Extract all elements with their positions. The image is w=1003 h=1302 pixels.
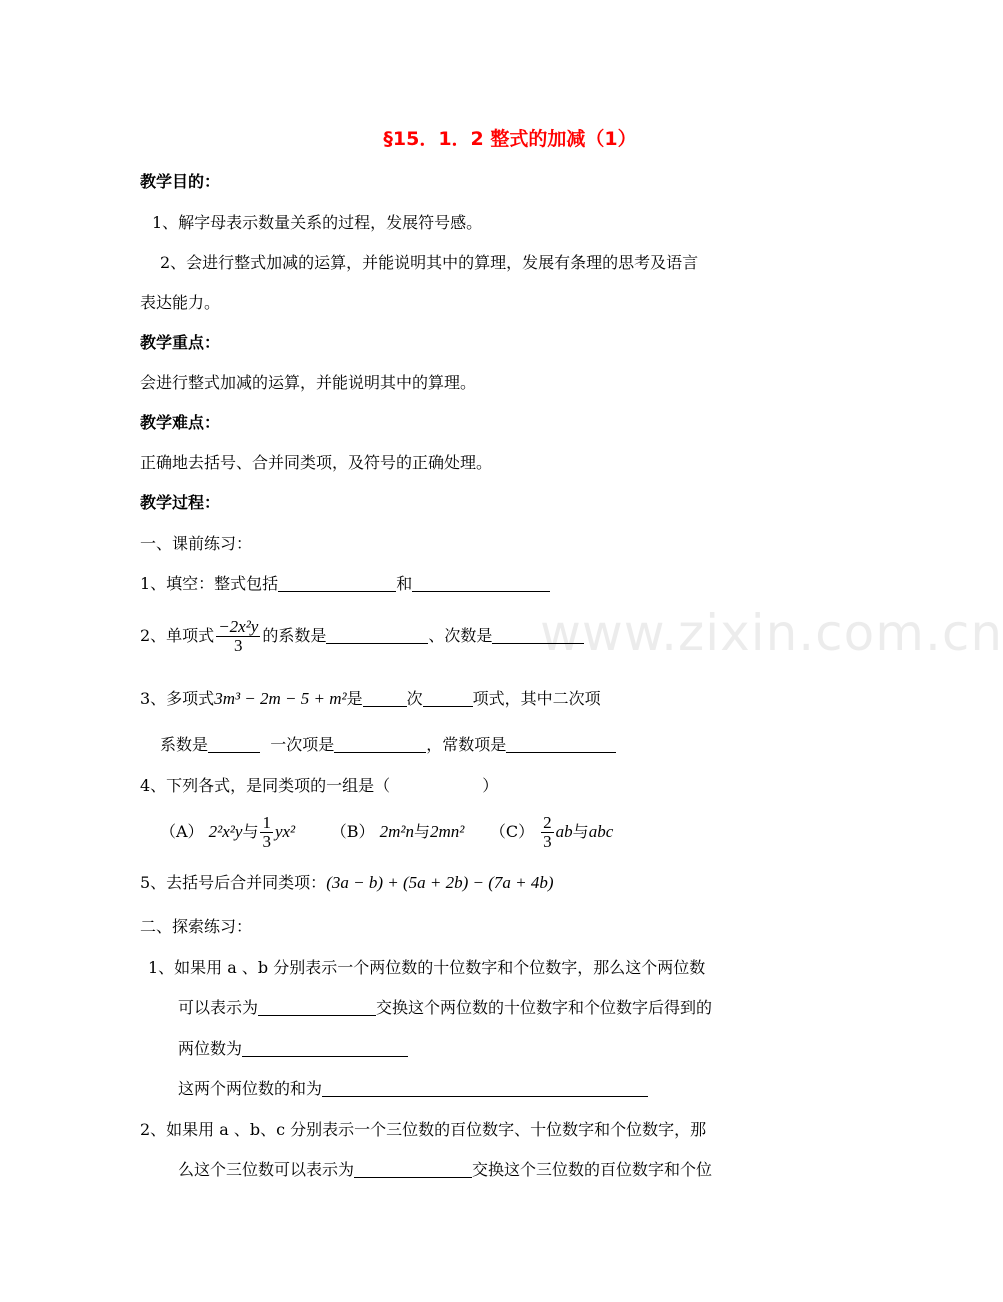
question-3-is: 是 — [346, 689, 363, 708]
exploration-1-line-4 — [178, 1079, 648, 1099]
option-b-with: 与 — [414, 822, 431, 841]
exploration-1-line-3 — [178, 1039, 408, 1059]
answer-blank[interactable] — [258, 999, 376, 1016]
answer-blank[interactable] — [492, 627, 584, 644]
key-points-text: 会进行整式加减的运算，并能说明其中的算理。 — [140, 373, 477, 392]
fraction-denominator: 3 — [234, 636, 243, 655]
fraction-numerator: −2x²y — [218, 617, 259, 636]
answer-blank[interactable] — [423, 690, 473, 707]
option-c-fraction — [541, 814, 554, 851]
question-1-label: 1、填空：整式包括 — [140, 574, 279, 593]
question-3-ci: 次 — [406, 689, 423, 708]
question-1-and: 和 — [396, 574, 413, 593]
question-5 — [140, 873, 554, 893]
answer-blank[interactable] — [506, 736, 616, 753]
exploration-1-number-label: 两位数为 — [178, 1039, 243, 1058]
question-2-degree-label: 、次数是 — [428, 626, 493, 645]
difficulties-text: 正确地去括号、合并同类项，及符号的正确处理。 — [140, 453, 493, 472]
option-b-expr-2: 2mn² — [430, 822, 465, 841]
monomial-fraction — [216, 618, 260, 655]
difficulties-heading: 教学难点： — [140, 413, 221, 432]
question-3-coefficient-label: 系数是 — [160, 735, 209, 754]
fraction-denominator: 3 — [262, 832, 271, 851]
exploration-2-represent-label: 么这个三位数可以表示为 — [178, 1160, 355, 1179]
objective-item-2-line-1: 2、会进行整式加减的运算，并能说明其中的算理，发展有条理的思考及语言 — [160, 253, 699, 272]
option-a-fraction — [260, 814, 273, 851]
exploration-2-swap-text: 交换这个三位数的百位数字和个位 — [472, 1160, 713, 1179]
exploration-1-line-1: 1、如果用 a 、b 分别表示一个两位数的十位数字和个位数字，那么这个两位数 — [148, 958, 706, 977]
page-title: §15．1．2 整式的加减（1） — [383, 128, 637, 150]
option-c-expr-1: ab — [555, 822, 573, 841]
fraction-denominator: 3 — [543, 832, 552, 851]
exploration-2-line-1: 2、如果用 a 、b、c 分别表示一个三位数的百位数字、十位数字和个位数字，那 — [140, 1120, 707, 1139]
option-a-label: （A） — [160, 822, 204, 841]
option-a-expr-2: yx² — [274, 822, 296, 841]
option-a-expr-1: 2²x²y — [208, 822, 243, 841]
question-3-linear-term-label: 一次项是 — [270, 735, 335, 754]
answer-blank[interactable] — [412, 575, 550, 592]
option-c-expr-2: abc — [588, 822, 614, 841]
question-3-term: 项式，其中二次项 — [472, 689, 601, 708]
question-4-close: ） — [482, 776, 499, 795]
answer-blank[interactable] — [322, 1080, 648, 1097]
option-c-with: 与 — [572, 822, 589, 841]
section-2-heading: 二、探索练习： — [140, 917, 253, 936]
answer-blank[interactable] — [334, 736, 426, 753]
fraction-numerator: 1 — [262, 813, 271, 832]
question-2 — [140, 616, 584, 656]
answer-blank[interactable] — [242, 1040, 408, 1057]
question-5-label: 5、去括号后合并同类项： — [140, 873, 327, 892]
answer-blank[interactable] — [208, 736, 260, 753]
question-3-line-1 — [140, 689, 601, 709]
exploration-1-sum-label: 这两个两位数的和为 — [178, 1079, 323, 1098]
objectives-heading: 教学目的： — [140, 172, 221, 191]
question-1 — [140, 574, 550, 594]
exploration-2-line-2 — [178, 1160, 712, 1180]
question-3-constant-label: ，常数项是 — [426, 735, 507, 754]
answer-blank[interactable] — [363, 690, 407, 707]
watermark: www.zixin.com.cn — [540, 604, 1003, 662]
question-3-label: 3、多项式 — [140, 689, 215, 708]
question-4 — [140, 776, 498, 796]
answer-blank[interactable] — [326, 627, 428, 644]
polynomial-expression: 3m³ − 2m − 5 + m² — [214, 689, 347, 708]
option-b-label: （B） — [330, 822, 375, 841]
question-4-label: 4、下列各式，是同类项的一组是（ — [140, 776, 391, 795]
key-points-heading: 教学重点： — [140, 333, 221, 352]
answer-blank[interactable] — [278, 575, 396, 592]
option-b-expr-1: 2m²n — [379, 822, 414, 841]
process-heading: 教学过程： — [140, 493, 221, 512]
question-4-options — [160, 812, 613, 852]
question-2-coefficient-label: 的系数是 — [262, 626, 327, 645]
section-1-heading: 一、课前练习： — [140, 534, 253, 553]
objective-item-1: 1、解字母表示数量关系的过程，发展符号感。 — [152, 213, 483, 232]
question-5-expression: (3a − b) + (5a + 2b) − (7a + 4b) — [326, 873, 554, 892]
objective-item-2-line-2: 表达能力。 — [140, 293, 221, 312]
question-2-label: 2、单项式 — [140, 626, 215, 645]
fraction-numerator: 2 — [543, 813, 552, 832]
option-a-with: 与 — [242, 822, 259, 841]
exploration-1-swap-text: 交换这个两位数的十位数字和个位数字后得到的 — [376, 998, 713, 1017]
answer-blank[interactable] — [354, 1161, 472, 1178]
exploration-1-represent-label: 可以表示为 — [178, 998, 259, 1017]
exploration-1-line-2 — [178, 998, 712, 1018]
question-3-line-2 — [160, 735, 616, 755]
option-c-label: （C） — [489, 822, 535, 841]
